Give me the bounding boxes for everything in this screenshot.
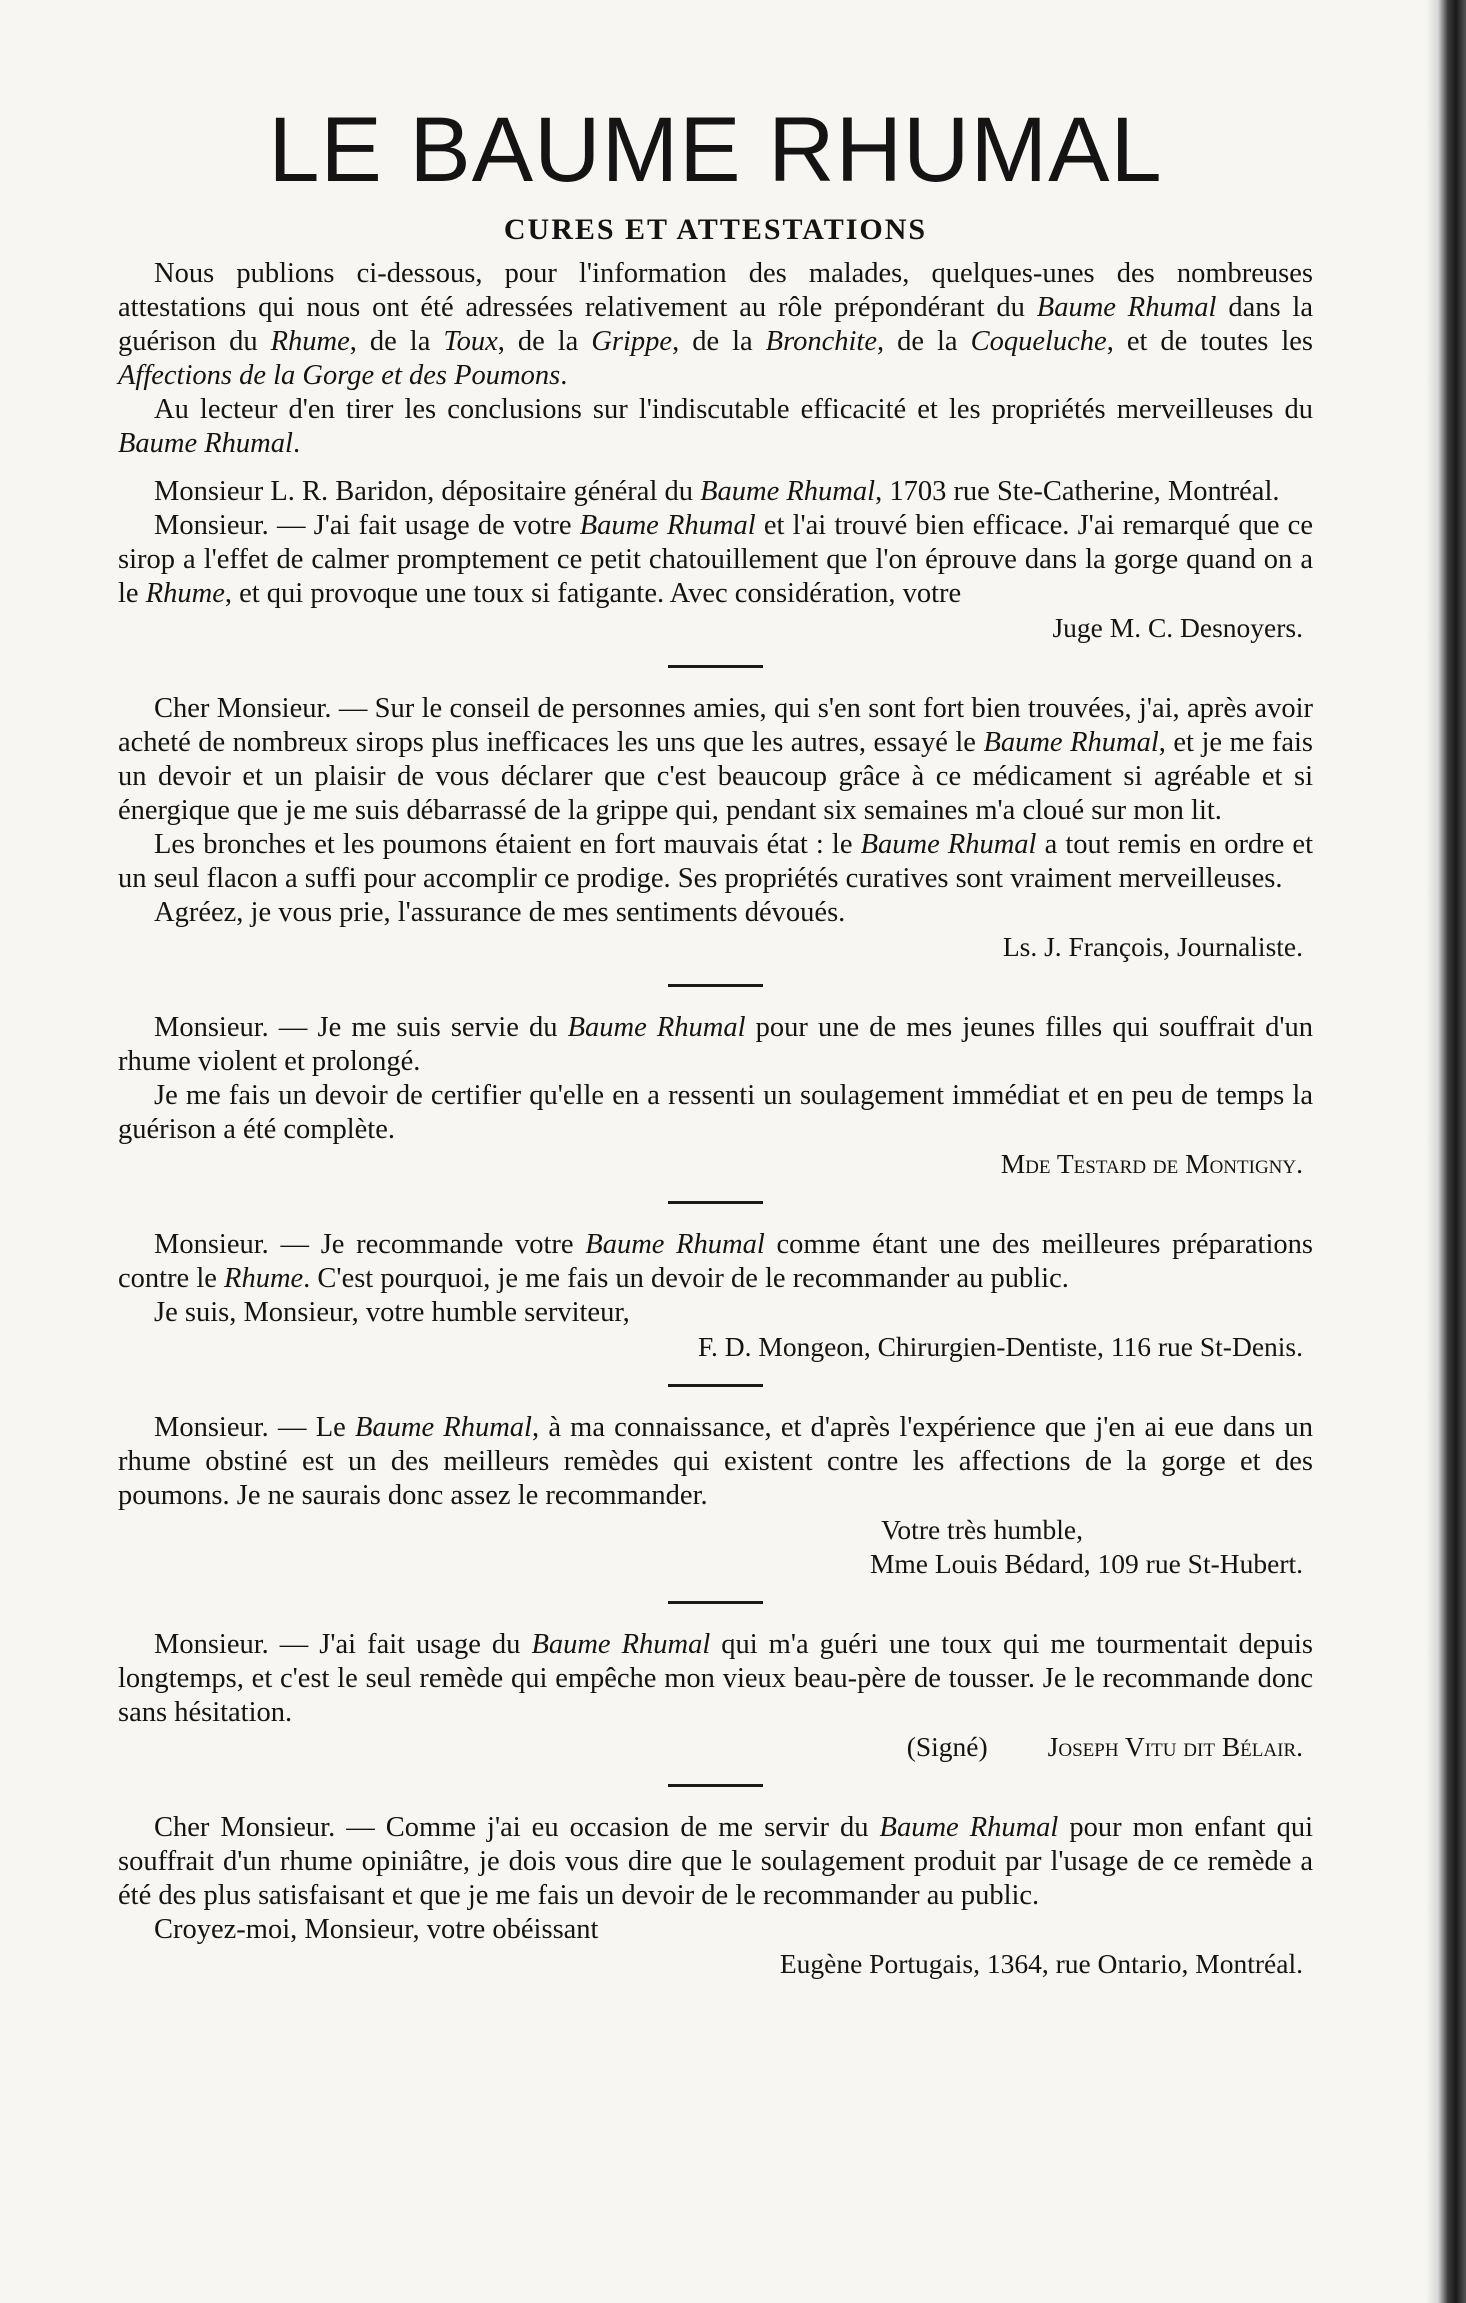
letter-4-paragraph-2: Je suis, Monsieur, votre humble serviteur,: [154, 1297, 630, 1328]
letter-5-paragraph-1: Monsieur. — Le Baume Rhumal, à ma connaissance, et d'après l'expérience que j'en ai eue dans un rhume obstiné est un des meilleurs remèdes qui existent contre les affections de la gorge et des poumons. Je ne saurais donc assez le recommander.: [118, 1412, 1313, 1511]
letter-3-paragraph-1: Monsieur. — Je me suis servie du Baume Rhumal pour une de mes jeunes filles qui souffrait d'un rhume violent et prolongé.: [118, 1012, 1313, 1077]
letter-4-signature: F. D. Mongeon, Chirurgien-Dentiste, 116 rue St-Denis.: [697, 1331, 1303, 1362]
intro-paragraph-2: Au lecteur d'en tirer les conclusions sur l'indiscutable efficacité et les propriétés merveilleuses du Baume Rhumal.: [118, 394, 1313, 459]
letter-4-paragraph-1: Monsieur. — Je recommande votre Baume Rhumal comme étant une des meilleures préparations contre le Rhume. C'est pourquoi, je me fais un devoir de le recommander au public.: [118, 1229, 1313, 1294]
separator-rule: [668, 665, 763, 668]
letter-1-addressee: Monsieur L. R. Baridon, dépositaire général du Baume Rhumal, 1703 rue Ste-Catherine, Montréal.: [154, 476, 1280, 507]
separator-rule: [668, 1601, 763, 1604]
page-title: LE BAUME RHUMAL: [268, 99, 1163, 201]
letter-6-signature: Joseph Vitu dit Bélair.: [1047, 1731, 1303, 1762]
letter-6-signature-line: [118, 1730, 1313, 1764]
page-binding-edge: [1426, 0, 1466, 2303]
letter-3-signature: [118, 1147, 1313, 1181]
letter-6-paragraph-1: Monsieur. — J'ai fait usage du Baume Rhumal qui m'a guéri une toux qui me tourmentait depuis longtemps, et c'est le seul remède qui empêche mon vieux beau-père de tousser. Je le recommande donc sans hésitation.: [118, 1629, 1313, 1728]
letter-2-paragraph-2: Les bronches et les poumons étaient en fort mauvais état : le Baume Rhumal a tout remis en ordre et un seul flacon a suffi pour accomplir ce prodige. Ses propriétés curatives sont vraiment merveilleuses.: [118, 829, 1313, 894]
intro-paragraph-1: Nous publions ci-dessous, pour l'information des malades, quelques-unes des nombreuses attestations qui nous ont été adressées relativement au rôle prépondérant du Baume Rhumal dans la guérison du Rhume, de la Toux, de la Grippe, de la Bronchite, de la Coqueluche, et de toutes les Affections de la Gorge et des Poumons.: [118, 258, 1314, 391]
separator-rule: [668, 984, 763, 987]
letter-5-signature: Mme Louis Bédard, 109 rue St-Hubert.: [869, 1548, 1303, 1579]
letter-2-paragraph-1: Cher Monsieur. — Sur le conseil de personnes amies, qui s'en sont fort bien trouvées, j'ai, après avoir acheté de nombreux sirops plus inefficaces les uns que les autres, essayé le Baume Rhumal, et je me fais un devoir et un plaisir de vous déclarer que c'est beaucoup grâce à ce médicament si agréable et si énergique que je me suis débarrassé de la grippe qui, pendant six semaines m'a cloué sur mon lit.: [118, 693, 1313, 826]
letter-7-paragraph-1: Cher Monsieur. — Comme j'ai eu occasion de me servir du Baume Rhumal pour mon enfant qui souffrait d'un rhume opiniâtre, je dois vous dire que le soulagement produit par l'usage de ce remède a été des plus satisfaisant et que je me fais un devoir de le recommander au public.: [118, 1812, 1313, 1911]
letter-7-paragraph-2: Croyez-moi, Monsieur, votre obéissant: [154, 1914, 599, 1945]
letter-1-signature: Juge M. C. Desnoyers.: [1052, 612, 1303, 643]
letter-7-signature: Eugène Portugais, 1364, rue Ontario, Montréal.: [779, 1948, 1303, 1979]
letter-3-signature-text: Mde Testard de Montigny.: [1000, 1148, 1303, 1179]
separator-rule: [668, 1201, 763, 1204]
letter-1-paragraph-1: Monsieur. — J'ai fait usage de votre Baume Rhumal et l'ai trouvé bien efficace. J'ai remarqué que ce sirop a l'effet de calmer promptement ce petit chatouillement que l'on éprouve dans la gorge quand on a le Rhume, et qui provoque une toux si fatigante. Avec considération, votre: [118, 510, 1313, 609]
letter-2-signature: Ls. J. François, Journaliste.: [1002, 931, 1303, 962]
letter-2-paragraph-3: Agréez, je vous prie, l'assurance de mes sentiments dévoués.: [154, 897, 846, 928]
page-subtitle: CURES ET ATTESTATIONS: [503, 213, 928, 246]
document-content: [118, 95, 1313, 1981]
letter-5-closing: Votre très humble,: [881, 1514, 1083, 1545]
letter-6-signed-label: (Signé): [906, 1731, 988, 1762]
separator-rule: [668, 1784, 763, 1787]
separator-rule: [668, 1384, 763, 1387]
letter-3-paragraph-2: Je me fais un devoir de certifier qu'elle en a ressenti un soulagement immédiat et en peu de temps la guérison a été complète.: [118, 1080, 1313, 1145]
